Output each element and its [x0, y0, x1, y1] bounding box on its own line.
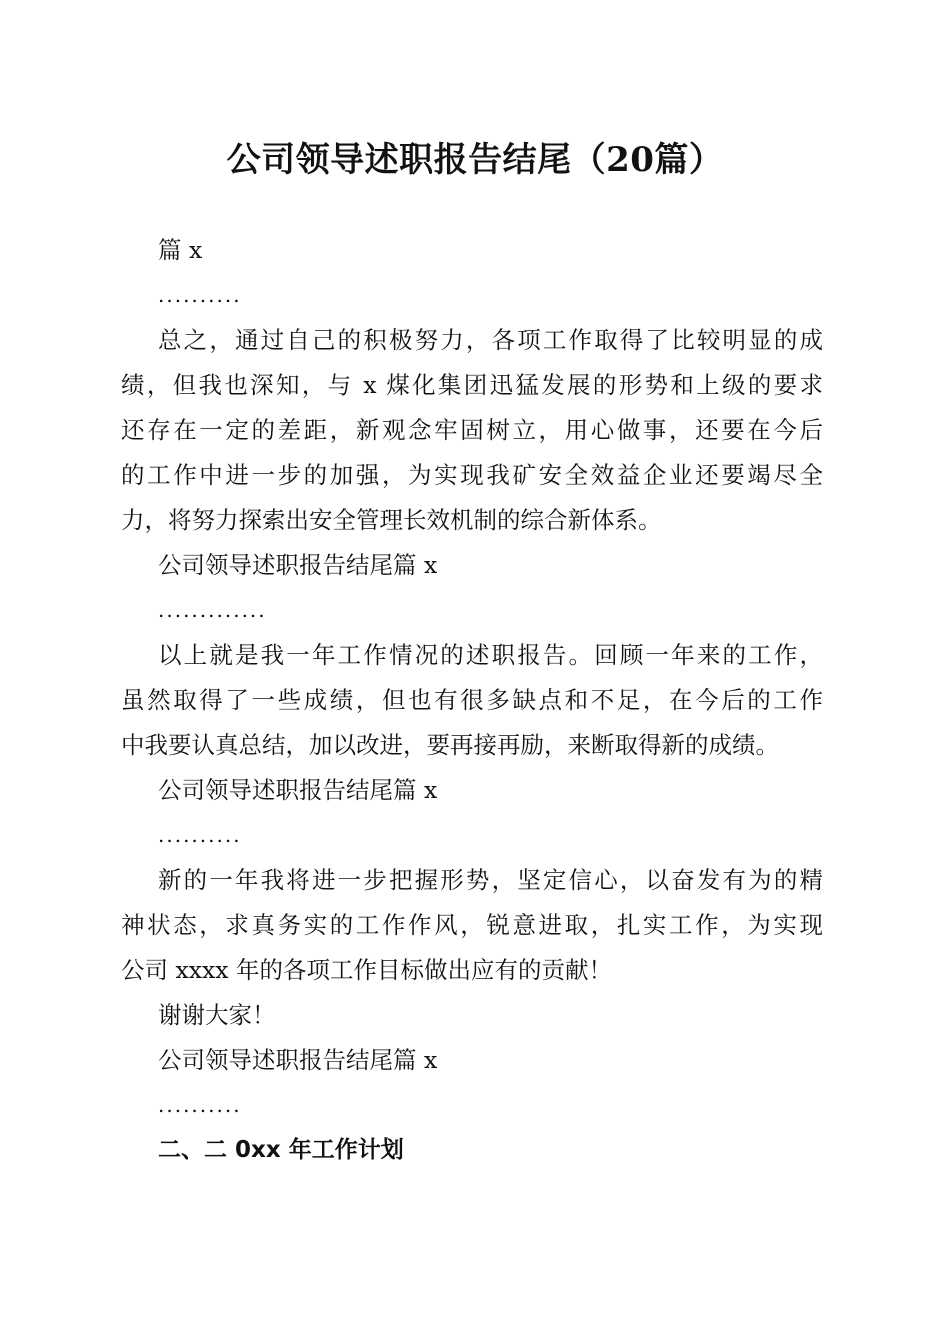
paragraph-line: 公司 xxxx 年的各项工作目标做出应有的贡献！	[121, 956, 612, 984]
paragraph-line: 中我要认真总结，加以改进，要再接再励，来断取得新的成绩。	[121, 731, 779, 759]
section-label: 公司领导述职报告结尾篇 x	[158, 776, 438, 804]
paragraph-line: 还存在一定的差距，新观念牢固树立，用心做事，还要在今后	[121, 416, 823, 444]
paragraph-line: 的工作中进一步的加强，为实现我矿安全效益企业还要竭尽全	[121, 461, 823, 489]
section-heading: 二、二 0xx 年工作计划	[158, 1137, 404, 1163]
ellipsis-dots: ..........	[158, 1093, 242, 1117]
paragraph-line: 神状态，求真务实的工作作风，锐意进取，扎实工作，为实现	[121, 911, 823, 939]
section-label: 公司领导述职报告结尾篇 x	[158, 551, 438, 579]
section-label: 公司领导述职报告结尾篇 x	[158, 1046, 438, 1074]
paragraph-line: 绩，但我也深知，与 x 煤化集团迅猛发展的形势和上级的要求	[121, 371, 823, 399]
section-label: 篇 x	[158, 236, 203, 264]
paragraph-line: 以上就是我一年工作情况的述职报告。回顾一年来的工作，	[158, 641, 823, 669]
ellipsis-dots: ..........	[158, 283, 242, 307]
document-title: 公司领导述职报告结尾（20篇）	[226, 140, 724, 180]
ellipsis-dots: ..........	[158, 823, 242, 847]
paragraph-line: 总之，通过自己的积极努力，各项工作取得了比较明显的成	[158, 326, 823, 354]
document-body	[121, 228, 823, 1173]
paragraph-line: 虽然取得了一些成绩，但也有很多缺点和不足，在今后的工作	[121, 686, 823, 714]
ellipsis-dots: .............	[158, 598, 267, 622]
paragraph-line: 新的一年我将进一步把握形势，坚定信心，以奋发有为的精	[158, 866, 823, 894]
paragraph-line: 力，将努力探索出安全管理长效机制的综合新体系。	[121, 506, 662, 534]
paragraph-line: 谢谢大家！	[158, 1001, 276, 1029]
